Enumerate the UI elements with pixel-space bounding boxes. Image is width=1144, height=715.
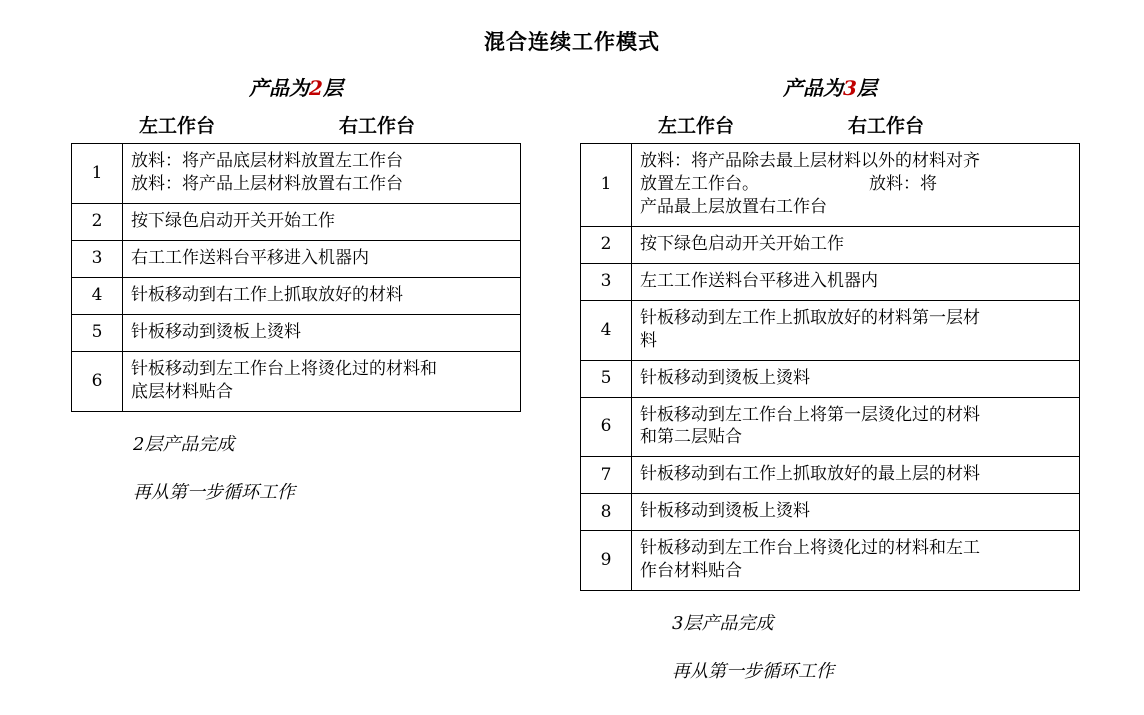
step-text xyxy=(632,144,1080,227)
step-index: 3 xyxy=(72,240,123,277)
step-text xyxy=(632,263,1080,300)
step-text xyxy=(632,531,1080,591)
panel-three-layer-bench-headers xyxy=(580,111,1080,138)
panel-two-layer-bench-headers xyxy=(71,111,521,138)
steps-table-two-layer xyxy=(71,143,521,412)
bench-label-left: 左工作台 xyxy=(139,115,216,137)
step-line: 放置左工作台。 xyxy=(640,173,759,194)
step-index: 2 xyxy=(72,203,123,240)
panel-two-layer-heading-prefix: 产品为 xyxy=(249,76,310,100)
table-row xyxy=(581,300,1080,360)
table-row xyxy=(72,277,521,314)
table-row xyxy=(72,203,521,240)
step-text xyxy=(632,397,1080,457)
step-index: 5 xyxy=(581,360,632,397)
step-index: 5 xyxy=(72,314,123,351)
panel-three-layer-heading-suffix: 层 xyxy=(856,76,877,100)
step-text xyxy=(123,203,521,240)
table-row xyxy=(581,531,1080,591)
table-row xyxy=(581,457,1080,494)
step-line: 作台材料贴合 xyxy=(640,561,742,582)
step-text xyxy=(632,226,1080,263)
step-line: 针板移动到烫板上烫料 xyxy=(640,367,810,388)
panel-two-layer-heading-number: 2 xyxy=(309,76,323,100)
step-index: 8 xyxy=(581,494,632,531)
panel-two-layer-heading xyxy=(71,72,521,101)
table-row xyxy=(581,263,1080,300)
step-line: 右工工作送料台平移进入机器内 xyxy=(131,247,369,268)
step-line-note: 放料：将 xyxy=(869,173,937,194)
step-line: 针板移动到左工作台上将第一层烫化过的材料 xyxy=(640,404,980,425)
step-index: 1 xyxy=(581,144,632,227)
step-text xyxy=(632,494,1080,531)
bench-label-right: 右工作台 xyxy=(848,115,925,137)
table-row xyxy=(581,360,1080,397)
step-line: 针板移动到烫板上烫料 xyxy=(640,501,810,522)
step-line: 针板移动到左工作上抓取放好的材料第一层材 xyxy=(640,307,980,328)
panel-two-layer xyxy=(71,72,521,504)
step-text xyxy=(632,360,1080,397)
note-product-done: 2层产品完成 xyxy=(133,433,235,455)
table-row xyxy=(581,494,1080,531)
step-index: 7 xyxy=(581,457,632,494)
step-line: 放料：将产品底层材料放置左工作台 xyxy=(131,151,403,171)
step-line: 针板移动到右工作上抓取放好的材料 xyxy=(131,284,403,305)
step-line: 针板移动到左工作台上将烫化过的材料和左工 xyxy=(640,538,980,559)
step-line: 和第二层贴合 xyxy=(640,427,742,448)
page-title: 混合连续工作模式 xyxy=(484,29,660,54)
step-index: 6 xyxy=(581,397,632,457)
step-line: 料 xyxy=(640,330,657,351)
note-loop: 再从第一步循环工作 xyxy=(672,661,834,683)
step-text xyxy=(632,300,1080,360)
table-row xyxy=(581,226,1080,263)
step-line: 产品最上层放置右工作台 xyxy=(640,196,827,217)
step-text xyxy=(123,314,521,351)
step-index: 6 xyxy=(72,351,123,411)
step-text xyxy=(123,240,521,277)
steps-table-three-layer xyxy=(580,143,1080,591)
bench-label-right: 右工作台 xyxy=(339,115,416,137)
step-text xyxy=(123,351,521,411)
table-row xyxy=(581,397,1080,457)
step-line: 按下绿色启动开关开始工作 xyxy=(131,210,335,231)
step-text xyxy=(123,144,521,204)
step-index: 3 xyxy=(581,263,632,300)
table-row xyxy=(72,314,521,351)
table-row xyxy=(72,144,521,204)
step-index: 4 xyxy=(72,277,123,314)
step-index: 9 xyxy=(581,531,632,591)
step-text xyxy=(123,277,521,314)
step-line: 针板移动到左工作台上将烫化过的材料和 xyxy=(131,358,437,379)
step-line: 左工工作送料台平移进入机器内 xyxy=(640,270,878,291)
step-index: 2 xyxy=(581,226,632,263)
panel-three-layer xyxy=(580,72,1080,683)
panel-three-layer-heading xyxy=(580,72,1080,101)
step-line: 放料：将产品上层材料放置右工作台 xyxy=(131,173,403,194)
step-text xyxy=(632,457,1080,494)
step-index: 4 xyxy=(581,300,632,360)
panel-two-layer-heading-suffix: 层 xyxy=(322,76,343,100)
step-line: 针板移动到右工作上抓取放好的最上层的材料 xyxy=(640,464,980,485)
step-line: 针板移动到烫板上烫料 xyxy=(131,321,301,342)
step-line: 按下绿色启动开关开始工作 xyxy=(640,233,844,254)
table-row xyxy=(581,144,1080,227)
bench-label-left: 左工作台 xyxy=(658,115,735,137)
panel-three-layer-heading-number: 3 xyxy=(843,76,857,100)
step-line-with-note xyxy=(640,173,1073,196)
panel-three-layer-heading-prefix: 产品为 xyxy=(783,76,844,100)
step-line: 底层材料贴合 xyxy=(131,381,233,402)
table-row xyxy=(72,351,521,411)
note-product-done: 3层产品完成 xyxy=(672,613,774,635)
note-loop: 再从第一步循环工作 xyxy=(133,481,295,503)
table-row xyxy=(72,240,521,277)
step-line: 放料：将产品除去最上层材料以外的材料对齐 xyxy=(640,151,980,171)
step-index: 1 xyxy=(72,144,123,204)
